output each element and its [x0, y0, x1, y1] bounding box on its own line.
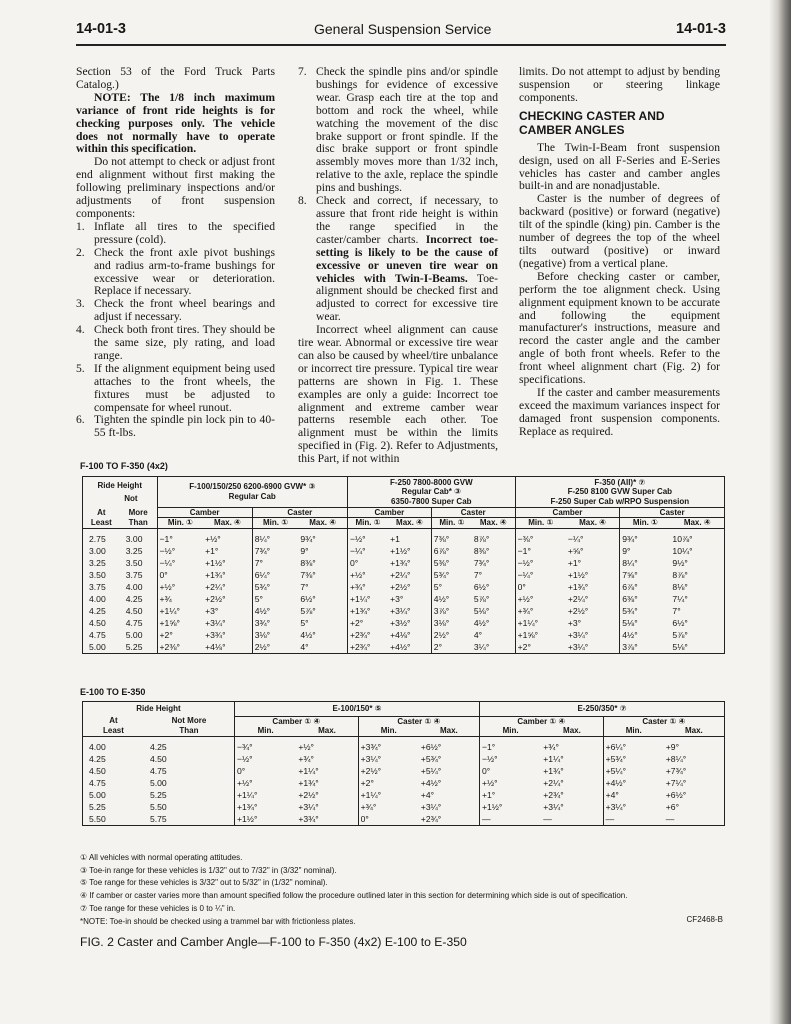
- table-cell: +2¼°: [205, 582, 226, 592]
- column-header: At: [97, 507, 106, 517]
- camber-header: Camber: [347, 507, 431, 518]
- table-cell: 2.75: [89, 534, 106, 544]
- table-cell: 9¾°: [620, 528, 671, 545]
- group-header: F-250 7800-8000 GVW Regular Cab* ③ 6350-7800 Super Cab: [347, 477, 515, 508]
- table-cell: 5¾°: [431, 569, 472, 581]
- table-cell: 7°: [473, 570, 483, 580]
- camber-header: Camber ① ④: [234, 716, 358, 726]
- table-cell: 5⅛°: [620, 617, 671, 629]
- table-cell: 4.00: [125, 582, 143, 592]
- table-cell: 3.50: [89, 570, 106, 580]
- table-cell: −¾°: [234, 736, 296, 753]
- table-cell: 4.25: [89, 754, 106, 764]
- column-header: At: [109, 716, 118, 726]
- table-cell: +1¾°: [298, 778, 319, 788]
- table-cell: 9¾°: [300, 534, 316, 544]
- table-cell: +3¼°: [390, 606, 411, 616]
- table-cell: +1¼°: [347, 593, 388, 605]
- table-cell: 5¾°: [620, 605, 671, 617]
- table-cell: 6½°: [473, 582, 490, 592]
- table-cell: —: [543, 814, 552, 824]
- table-cell: +2½°: [205, 594, 226, 604]
- table-cell: 7¼°: [672, 594, 688, 604]
- table-cell: 4.25: [149, 742, 167, 752]
- page-number-left: 14-01-3: [76, 21, 126, 37]
- table-cell: 3.25: [89, 558, 106, 568]
- table-cell: 3.00: [125, 534, 143, 544]
- table-cell: 9°: [620, 545, 671, 557]
- table-cell: +3¾°: [358, 736, 419, 753]
- table-cell: 0°: [347, 557, 388, 569]
- camber-header: Camber ① ④: [479, 716, 603, 726]
- table-cell: −½°: [347, 528, 388, 545]
- table-cell: −⅜°: [515, 528, 566, 545]
- group-header: F-100/150/250 6200-6900 GVW* ③ Regular Cab: [157, 477, 347, 508]
- table-cell: 2½°: [431, 629, 472, 641]
- table-cell: 3⅛°: [431, 617, 472, 629]
- paragraph: Incorrect wheel alignment can cause tire wear. Abnormal or excessive tire wear can also be caused by wheel/tire unbalance or incorrect tire pressure. Typical tire wear patterns are shown in Fig. 1. These examples are only a guide: Incorrect toe alignment and extreme camber wear patterns resemble each other. Toe alignment must be within the limits specified in (Fig. 2). Refer to Adjustments, this Part, if not within: [298, 323, 498, 466]
- table-cell: +1°: [205, 546, 219, 556]
- paragraph: If the caster and camber measurements exceed the maximum variances inspect for damaged front suspension components. Replace as required.: [519, 385, 720, 438]
- table-cell: 3⅞°: [620, 641, 671, 654]
- table-cell: +4°: [603, 789, 664, 801]
- footnote: ⑦ Toe range for these vehicles is 0 to ¼" in.: [80, 903, 236, 913]
- table-cell: +5¼°: [603, 765, 664, 777]
- table-cell: 4½°: [252, 605, 298, 617]
- table-cell: +5¼°: [420, 766, 442, 776]
- table-cell: +1¼°: [298, 766, 319, 776]
- table-cell: 5.00: [125, 630, 143, 640]
- table-cell: +½°: [347, 569, 388, 581]
- paragraph: Caster is the number of degrees of backward (positive) or forward (negative) tilt of the spindle (king) pin. Camber is the number of degrees the top of the wheel tilts outward (positive) or inward (negative) from a vertical plane.: [519, 192, 720, 270]
- inspection-list: [76, 221, 275, 440]
- table-cell: 6½°: [672, 618, 688, 628]
- table-cell: +1⅝°: [157, 617, 203, 629]
- table-cell: 0°: [358, 813, 419, 826]
- table-cell: +5¾°: [420, 754, 442, 764]
- camber-header: Camber: [515, 507, 620, 518]
- table-cell: +4°: [420, 790, 435, 800]
- table-cell: +½°: [298, 742, 314, 752]
- table-cell: +2½°: [390, 582, 411, 592]
- table-cell: +3½°: [390, 618, 411, 628]
- table-row: [83, 557, 725, 569]
- table-cell: +1½°: [205, 558, 226, 568]
- table-cell: —: [479, 813, 541, 826]
- table-cell: 4½°: [300, 630, 316, 640]
- table-cell: 7¾°: [252, 545, 298, 557]
- table-row: [83, 789, 725, 801]
- table-cell: +¾°: [515, 605, 566, 617]
- table-cell: −¼°: [347, 545, 388, 557]
- table-cell: +2¾°: [543, 790, 564, 800]
- table-cell: +1¼°: [358, 789, 419, 801]
- table-cell: 5°: [252, 593, 298, 605]
- table-cell: 5¾°: [252, 581, 298, 593]
- table-label-e-series: E-100 TO E-350: [80, 687, 146, 697]
- table-cell: 4.75: [125, 618, 143, 628]
- table-cell: +9°: [665, 742, 680, 752]
- text-column-1: [76, 66, 275, 440]
- table-cell: 3.75: [125, 570, 143, 580]
- table-cell: 4.50: [125, 606, 143, 616]
- table-cell: 7⅝°: [620, 569, 671, 581]
- table-cell: 10¼°: [672, 546, 693, 556]
- table-cell: 7¾°: [473, 558, 490, 568]
- paragraph: Section 53 of the Ford Truck Parts Catalog.): [76, 65, 275, 91]
- e-series-alignment-table: Ride Height E-100/150* ⑤ E-250/350* ⑦ At Not More Camber ① ④ Caster ① ④ Camber ① ④ Caster ① ④ Least Than Min. Max. Min. Max. Min. Max. Min. Max. 4.00 4.25 −¾° +½° +3¾° +6½° −1° +¾° +6¼° +9° 4.25 4.50 −½° +¾° +3¼° +5¾° −½° +1¼° +5¾° +8¼° 4.50 4.75 0° +1¼° +2½° +5¼° 0° +1¾° +5¼° +7¾° 4.75 5.00 +½° +1¾° +2° +4½° +½° +2¼° +4½° +7¼° 5.00 5.25 +1¼° +2½° +1¼° +4° +1° +2¾° +4° +6½° 5.25 5.50 +1¾° +3¼° +¾° +3¼° +1½° +3¼° +3¼° +6° 5.50 5.75 +1½° +3¾° 0° +2¾° — — — —: [82, 701, 725, 826]
- table-row: [83, 765, 725, 777]
- table-cell: +4½°: [390, 642, 411, 652]
- table-cell: 5⅛°: [672, 642, 688, 652]
- table-cell: +6½°: [665, 790, 687, 800]
- table-cell: 3¼°: [473, 642, 490, 652]
- table-cell: 6⅞°: [431, 545, 472, 557]
- table-cell: 7°: [300, 582, 309, 592]
- table-row: [83, 641, 725, 654]
- table-cell: 5.25: [89, 802, 106, 812]
- table-cell: +2¼°: [543, 778, 564, 788]
- caster-header: Caster ① ④: [603, 716, 724, 726]
- table-cell: 5.25: [125, 642, 143, 652]
- table-row: [83, 813, 725, 826]
- table-row: [83, 777, 725, 789]
- table-cell: +7¼°: [665, 778, 687, 788]
- table-cell: +1°: [567, 558, 582, 568]
- table-cell: −¼°: [157, 557, 203, 569]
- table-cell: 3.25: [125, 546, 143, 556]
- table-cell: 9°: [300, 546, 309, 556]
- table-cell: 0°: [515, 581, 566, 593]
- table-cell: +1⅝°: [515, 629, 566, 641]
- table-cell: +½°: [234, 777, 296, 789]
- group-header: E-250/350* ⑦: [479, 702, 724, 717]
- table-cell: —: [603, 813, 664, 826]
- table-cell: −½°: [515, 557, 566, 569]
- ride-height-header: Ride Height Not: [97, 480, 142, 503]
- ride-height-header: Ride Height: [136, 704, 181, 714]
- figure-caption: FIG. 2 Caster and Camber Angle—F-100 to F-350 (4x2) E-100 to E-350: [80, 935, 467, 949]
- table-label-f-series: F-100 TO F-350 (4x2): [80, 461, 168, 471]
- column-header: Than: [179, 726, 199, 735]
- table-cell: +¾°: [298, 754, 314, 764]
- table-cell: 8⅛°: [672, 582, 688, 592]
- camber-header: Camber: [157, 507, 252, 518]
- table-cell: −1°: [157, 528, 203, 545]
- table-cell: +3¼°: [603, 801, 664, 813]
- table-cell: 5⅛°: [473, 606, 490, 616]
- table-cell: +1¼°: [234, 789, 296, 801]
- group-header: F-350 (All)* ⑦ F-250 8100 GVW Super Cab F-250 Super Cab w/RPO Suspension: [515, 477, 724, 508]
- table-cell: 3.75: [89, 582, 106, 592]
- paragraph: limits. Do not attempt to adjust by bending suspension or steering linkage components.: [519, 65, 720, 104]
- table-row: [83, 593, 725, 605]
- table-cell: +2¾°: [347, 641, 388, 654]
- table-cell: 8⅞°: [473, 534, 490, 544]
- table-cell: +4⅛°: [205, 642, 226, 652]
- inspection-list-continued: [298, 66, 498, 324]
- table-cell: +2¾°: [347, 629, 388, 641]
- table-cell: +½°: [205, 534, 221, 544]
- table-cell: +¾°: [543, 742, 559, 752]
- table-row: [83, 528, 725, 545]
- footnote: ④ If camber or caster varies more than amount specified follow the procedure outlined later in this section for determining which side is out of specification.: [80, 891, 628, 901]
- table-cell: +1¾°: [567, 582, 589, 592]
- table-cell: +2½°: [567, 606, 589, 616]
- table-cell: +3¼°: [543, 802, 564, 812]
- table-cell: +2¼°: [567, 594, 589, 604]
- caster-header: Caster: [620, 507, 725, 518]
- page-header: [76, 18, 726, 46]
- text-column-2: [298, 66, 498, 466]
- table-cell: −½°: [157, 545, 203, 557]
- table-cell: +1: [390, 534, 400, 544]
- table-cell: 5.75: [149, 814, 167, 824]
- list-item: 6. Tighten the spindle pin lock pin to 40-55 ft-lbs.: [76, 413, 275, 440]
- list-item: 1. Inflate all tires to the specified pressure (cold).: [76, 219, 275, 246]
- table-cell: +3¼°: [358, 753, 419, 765]
- table-cell: +3¼°: [298, 802, 319, 812]
- table-row: [83, 736, 725, 753]
- table-cell: 4.25: [89, 606, 106, 616]
- table-cell: +3¼°: [420, 802, 442, 812]
- table-cell: 3.00: [89, 546, 106, 556]
- table-cell: 4.75: [89, 630, 106, 640]
- table-cell: 6⅜°: [620, 593, 671, 605]
- f-series-alignment-table: Ride Height Not F-100/150/250 6200-6900 GVW* ③ Regular Cab F-250 7800-8000 GVW Regular Cab* ③ 6350-7800 Super Cab F-350 (All)* ⑦ F-250 8100 GVW Super Cab F-250 Super Cab w/RPO Suspension At More Camber Caster Camber Caster Camber Caster Least Than Min. ① Max. ④ Min. ① Max. ④ Min. ① Max. ④ Min. ① Max. ④ Min. ① Max. ④ Min. ① Max. ④ 2.75 3.00 −1° +½° 8¼° 9¾° −½° +1 7⅜° 8⅞° −⅜° −¼° 9¾° 10⅞° 3.00 3.25 −½° +1° 7¾° 9° −¼° +1½° 6⅞° 8⅜° −1° +⅝° 9° 10¼° 3.25 3.50 −¼° +1½° 7° 8⅜° 0° +1¾° 5⅜° 7¾° −½° +1° 8¼° 9½° 3.50 3.75 0° +1¾° 6¼° 7⅜° +½° +2¼° 5¾° 7° −¼° +1½° 7⅝° 8⅞° 3.75 4.00 +½° +2¼° 5¾° 7° +¾° +2½° 5° 6½° 0° +1¾° 6⅞° 8⅛° 4.00 4.25 +¾ +2½° 5° 6½° +1¼° +3° 4½° 5⅞° +½° +2¼° 6⅜° 7¼° 4.25 4.50 +1¼° +3° 4½° 5⅞° +1¾° +3¼° 3⅞° 5⅛° +¾° +2½° 5¾° 7° 4.50 4.75 +1⅝° +3¼° 3¾° 5° +2° +3½° 3⅛° 4½° +1¼° +3° 5⅛° 6½° 4.75 5.00 +2° +3¾° 3⅛° 4½° +2¾° +4⅛° 2½° 4° +1⅝° +3¼° 4½° 5⅞° 5.00 5.25 +2⅜° +4⅛° 2½° 4° +2¾° +4½° 2° 3¼° +2° +3¼° 3⅞° 5⅛°: [82, 476, 725, 654]
- table-cell: +8¼°: [665, 754, 687, 764]
- table-cell: 9½°: [672, 558, 688, 568]
- paragraph: The Twin-I-Beam front suspension design, used on all F-Series and E-Series vehicles has caster and camber angles built-in and are nonadjustable.: [519, 140, 720, 193]
- table-cell: 3⅛°: [252, 629, 298, 641]
- table-cell: 0°: [157, 569, 203, 581]
- table-cell: 10⅞°: [672, 534, 693, 544]
- table-cell: 5⅞°: [300, 606, 316, 616]
- table-cell: +1¼°: [157, 605, 203, 617]
- table-cell: 4.50: [89, 618, 106, 628]
- column-header: Least: [103, 726, 124, 735]
- table-cell: 4½°: [473, 618, 490, 628]
- table-cell: 4.00: [89, 742, 106, 752]
- table-cell: 4½°: [620, 629, 671, 641]
- table-cell: +1°: [479, 789, 541, 801]
- table-cell: 0°: [479, 765, 541, 777]
- table-cell: 5°: [431, 581, 472, 593]
- table-cell: +1½°: [390, 546, 411, 556]
- table-cell: +7¾°: [665, 766, 687, 776]
- table-cell: −½°: [234, 753, 296, 765]
- table-cell: +2¾°: [420, 814, 442, 824]
- table-cell: +½°: [479, 777, 541, 789]
- table-cell: +2½°: [298, 790, 319, 800]
- table-cell: +4½°: [420, 778, 442, 788]
- table-cell: 5°: [300, 618, 309, 628]
- list-item: 7. Check the spindle pins and/or spindle bushings for evidence of excessive wear. Grasp each tire at the top and bottom and rock the wheel, while watching the movement of the disc brake support or front spindle. If the disc brake support or front spindle assembly moves more than 1/32 inch, relative to the axle, replace the spindle pins and bushings.: [298, 65, 498, 195]
- table-cell: 7⅜°: [431, 528, 472, 545]
- table-cell: −¼°: [515, 569, 566, 581]
- table-cell: 4.00: [89, 594, 106, 604]
- table-cell: +6¼°: [603, 736, 664, 753]
- table-cell: 8⅜°: [300, 558, 316, 568]
- table-cell: 8¼°: [620, 557, 671, 569]
- table-cell: +2¼°: [390, 570, 411, 580]
- column-header: Not More: [171, 716, 207, 726]
- table-cell: +1¼°: [543, 754, 564, 764]
- table-cell: +2°: [347, 617, 388, 629]
- table-cell: +3°: [567, 618, 582, 628]
- page-binding-edge: [769, 0, 791, 1024]
- table-cell: +½°: [157, 581, 203, 593]
- table-cell: 8⅞°: [672, 570, 688, 580]
- list-item: 8. Check and correct, if necessary, to assure that front ride height is within the range specified in the caster/camber charts. Incorrect toe-setting is likely to be the cause of excessive or uneven tire wear on vehicles with Twin-I-Beams. Toe-alignment should be checked first and adjusted to correct for excessive tire wear.: [298, 194, 498, 324]
- table-cell: +2°: [358, 777, 419, 789]
- table-cell: 5⅞°: [672, 630, 688, 640]
- table-cell: 7°: [672, 606, 681, 616]
- table-cell: −½°: [479, 753, 541, 765]
- table-cell: +3¼°: [567, 642, 589, 652]
- table-cell: −1°: [479, 736, 541, 753]
- table-cell: +1¾°: [205, 570, 226, 580]
- table-cell: +1¾°: [390, 558, 411, 568]
- table-cell: 2°: [431, 641, 472, 654]
- table-row: [83, 605, 725, 617]
- table-cell: +3¾°: [205, 630, 226, 640]
- column-header: Least: [83, 518, 120, 529]
- table-cell: +¾°: [358, 801, 419, 813]
- table-row: [83, 581, 725, 593]
- table-cell: 5.00: [149, 778, 167, 788]
- figure-code: CF2468-B: [686, 915, 723, 924]
- table-cell: +3¼°: [567, 630, 589, 640]
- table-cell: +1½°: [479, 801, 541, 813]
- table-cell: 7⅜°: [300, 570, 316, 580]
- table-cell: 3.50: [125, 558, 143, 568]
- table-cell: +1¾°: [234, 801, 296, 813]
- table-cell: +1½°: [567, 570, 589, 580]
- table-cell: 4°: [473, 630, 483, 640]
- note-paragraph: NOTE: The 1/8 inch maximum variance of front ride heights is for checking purposes only. The vehicle does not normally have to operate within this specification.: [76, 90, 275, 156]
- table-row: [83, 617, 725, 629]
- table-cell: +¾°: [347, 581, 388, 593]
- table-cell: 4.50: [149, 754, 167, 764]
- footnote: ⑤ Toe range for these vehicles is 3/32" out to 5/32" in (1/32" nominal).: [80, 878, 328, 888]
- table-cell: 5.00: [89, 790, 106, 800]
- table-cell: +4½°: [603, 777, 664, 789]
- table-cell: +4⅛°: [390, 630, 411, 640]
- text-column-3: [519, 66, 720, 439]
- table-cell: 4.25: [125, 594, 143, 604]
- list-item: 3. Check the front wheel bearings and adjust if necessary.: [76, 297, 275, 324]
- section-title: General Suspension Service: [314, 21, 492, 37]
- table-cell: 8¼°: [252, 528, 298, 545]
- group-header: E-100/150* ⑤: [234, 702, 479, 717]
- table-cell: 4.50: [89, 766, 106, 776]
- table-cell: +3°: [390, 594, 404, 604]
- paragraph: Before checking caster or camber, perform the toe alignment check. Using alignment equipment known to be accurate and following the equipment manufacturer's instructions, measure and record the caster angle and the camber angle of both front wheels. Refer to the front wheel alignment chart (Fig. 2) for specifications.: [519, 269, 720, 387]
- table-cell: +2°: [515, 641, 566, 654]
- table-cell: +½°: [515, 593, 566, 605]
- table-cell: 8⅜°: [473, 546, 490, 556]
- table-cell: +3¼°: [205, 618, 226, 628]
- table-cell: 5⅞°: [473, 594, 490, 604]
- table-cell: 5.50: [89, 814, 106, 824]
- table-cell: 6¼°: [252, 569, 298, 581]
- table-cell: +2⅜°: [157, 641, 203, 654]
- table-cell: 4°: [300, 642, 309, 652]
- caster-header: Caster ① ④: [358, 716, 479, 726]
- table-row: [83, 545, 725, 557]
- table-cell: 5.50: [149, 802, 167, 812]
- table-cell: +2°: [157, 629, 203, 641]
- table-cell: 4.75: [149, 766, 167, 776]
- column-header: Than: [120, 518, 157, 529]
- table-cell: 7°: [252, 557, 298, 569]
- table-row: [83, 753, 725, 765]
- table-cell: 2½°: [252, 641, 298, 654]
- caster-header: Caster: [431, 507, 515, 518]
- footnote: ③ Toe-in range for these vehicles is 1/32" out to 7/32" in (3/32" nominal).: [80, 865, 337, 875]
- table-cell: +5¾°: [603, 753, 664, 765]
- table-cell: −¼°: [567, 534, 584, 544]
- table-cell: +6½°: [420, 742, 442, 752]
- caster-header: Caster: [252, 507, 347, 518]
- table-cell: +2½°: [358, 765, 419, 777]
- table-cell: +1¾°: [347, 605, 388, 617]
- footnote: ① All vehicles with normal operating attitudes.: [80, 853, 243, 862]
- table-cell: 6½°: [300, 594, 316, 604]
- table-cell: 5⅜°: [431, 557, 472, 569]
- page-number-right: 14-01-3: [676, 21, 726, 37]
- table-cell: 5.00: [89, 642, 106, 652]
- footnotes: [80, 852, 627, 928]
- table-cell: +1¾°: [543, 766, 564, 776]
- table-cell: −1°: [515, 545, 566, 557]
- table-cell: 5.25: [149, 790, 167, 800]
- table-cell: +3¾°: [298, 814, 319, 824]
- list-item: 5. If the alignment equipment being used attaches to the front wheels, the fixtures must be adjusted to compensate for wheel runout.: [76, 361, 275, 414]
- table-cell: +1½°: [234, 813, 296, 826]
- table-row: [83, 569, 725, 581]
- table-cell: 0°: [234, 765, 296, 777]
- table-cell: 3¾°: [252, 617, 298, 629]
- table-cell: 4½°: [431, 593, 472, 605]
- table-cell: 4.75: [89, 778, 106, 788]
- column-header: More: [128, 507, 148, 517]
- table-cell: 3⅞°: [431, 605, 472, 617]
- footnote: *NOTE: Toe-in should be checked using a trammel bar with frictionless plates.: [80, 916, 356, 926]
- table-cell: +3°: [205, 606, 219, 616]
- table-cell: +6°: [665, 802, 680, 812]
- table-cell: +¾: [157, 593, 203, 605]
- paragraph: Do not attempt to check or adjust front end alignment without first making the following preliminary inspections and/or adjustments of front suspension components:: [76, 155, 275, 220]
- table-cell: +1¼°: [515, 617, 566, 629]
- table-cell: +⅝°: [567, 546, 584, 556]
- table-cell: 6⅞°: [620, 581, 671, 593]
- section-heading: CHECKING CASTER AND CAMBER ANGLES: [519, 108, 665, 137]
- list-item: 4. Check both front tires. They should be the same size, ply rating, and load range.: [76, 323, 275, 362]
- list-item: 2. Check the front axle pivot bushings and radius arm-to-frame bushings for excessive wear or deterioration. Replace if necessary.: [76, 245, 275, 298]
- table-cell: —: [665, 814, 675, 824]
- table-row: [83, 801, 725, 813]
- table-row: [83, 629, 725, 641]
